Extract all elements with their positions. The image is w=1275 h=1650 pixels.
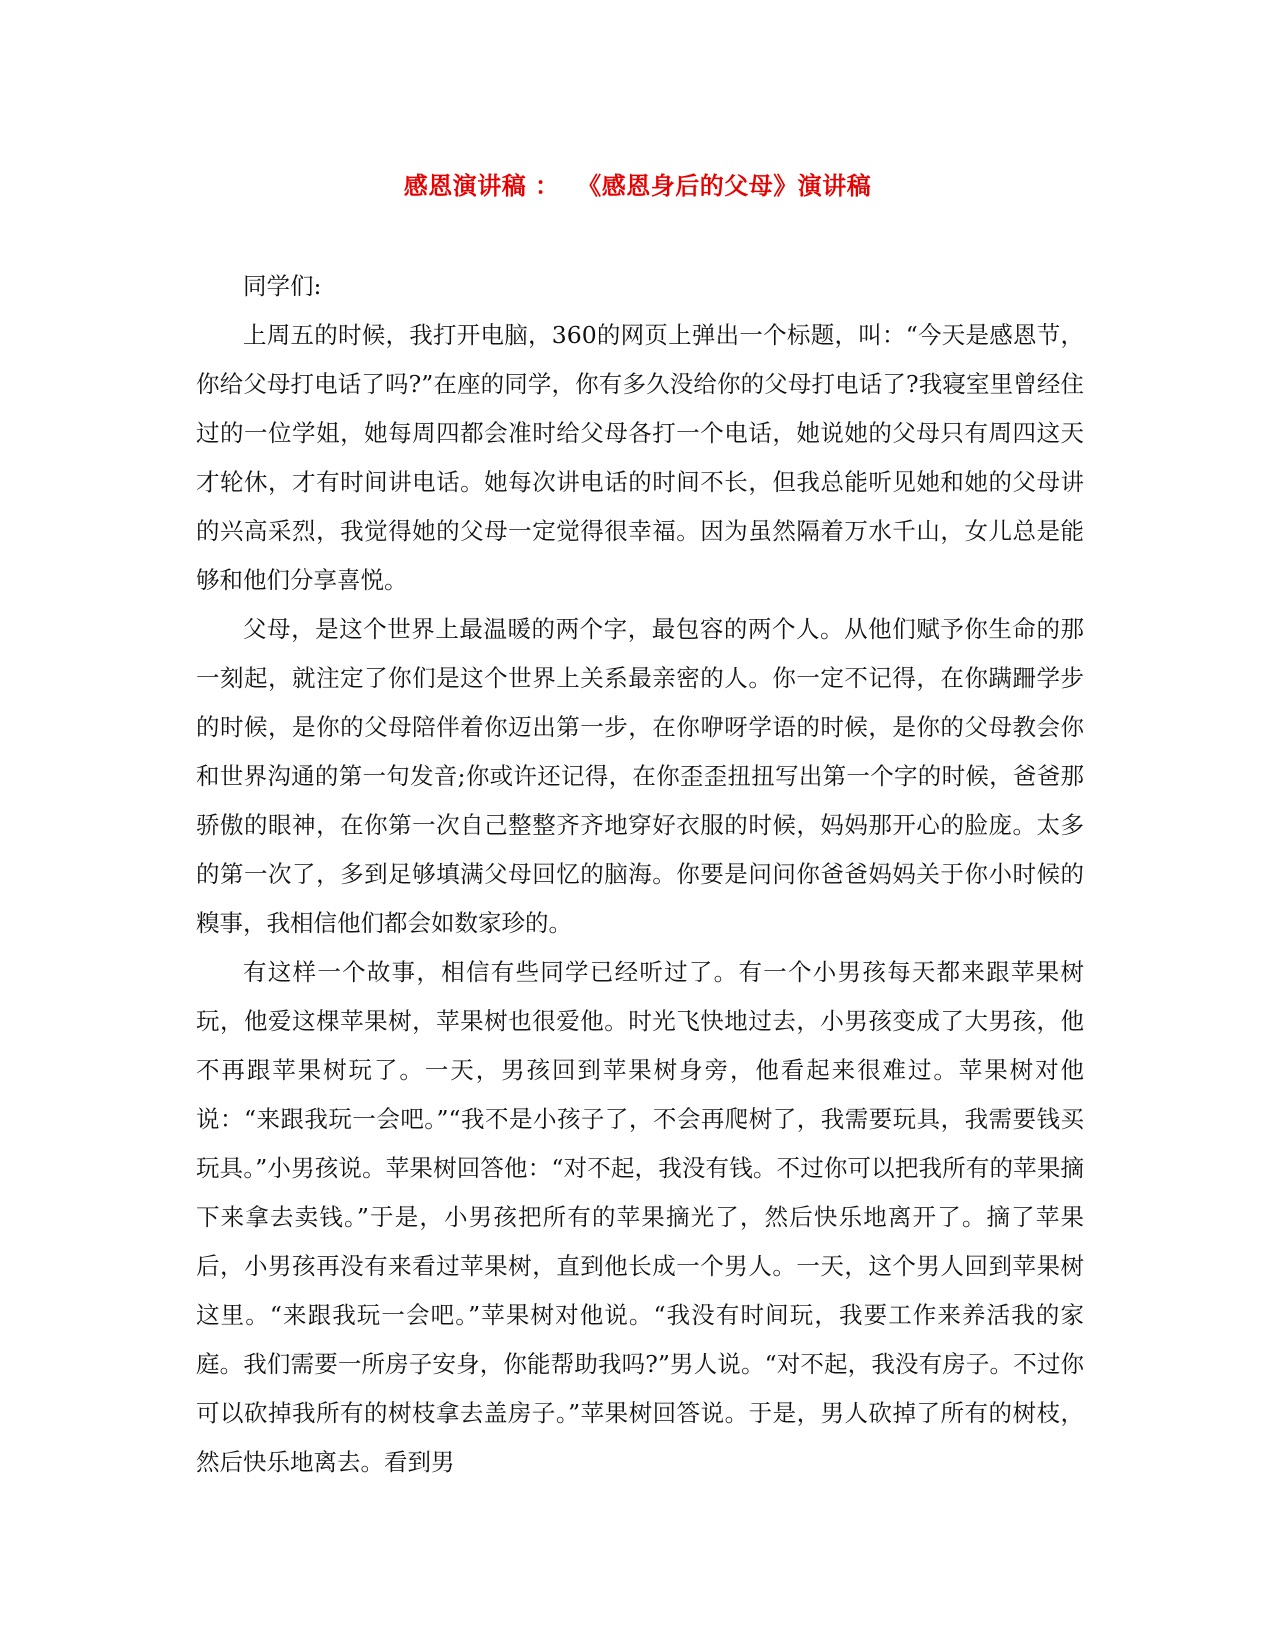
document-body — [196, 262, 1084, 1487]
paragraph-1: 上周五的时候，我打开电脑，360的网页上弹出一个标题，叫：“今天是感恩节，你给父母打电话了吗?”在座的同学，你有多久没给你的父母打电话了?我寝室里曾经住过的一位学姐，她每周四都会准时给父母各打一个电话，她说她的父母只有周四这天才轮休，才有时间讲电话。她每次讲电话的时间不长，但我总能听见她和她的父母讲的兴高采烈，我觉得她的父母一定觉得很幸福。因为虽然隔着万水千山，女儿总是能够和他们分享喜悦。 — [196, 321, 1084, 594]
paragraph-2: 父母，是这个世界上最温暖的两个字，最包容的两个人。从他们赋予你生命的那一刻起，就注定了你们是这个世界上关系最亲密的人。你一定不记得，在你蹒跚学步的时候，是你的父母陪伴着你迈出第一步，在你咿呀学语的时候，是你的父母教会你和世界沟通的第一句发音;你或许还记得，在你歪歪扭扭写出第一个字的时候，爸爸那骄傲的眼神，在你第一次自己整整齐齐地穿好衣服的时候，妈妈那开心的脸庞。太多的第一次了，多到足够填满父母回忆的脑海。你要是问问你爸爸妈妈关于你小时候的糗事，我相信他们都会如数家珍的。 — [196, 615, 1084, 937]
greeting-line: 同学们: — [243, 272, 322, 300]
document-title: 感恩演讲稿 ： 《感恩身后的父母》演讲稿 — [403, 171, 872, 200]
paragraph-3: 有这样一个故事，相信有些同学已经听过了。有一个小男孩每天都来跟苹果树玩，他爱这棵苹果树，苹果树也很爱他。时光飞快地过去，小男孩变成了大男孩，他不再跟苹果树玩了。一天，男孩回到苹果树身旁，他看起来很难过。苹果树对他说：“来跟我玩一会吧。”“我不是小孩子了，不会再爬树了，我需要玩具，我需要钱买玩具。”小男孩说。苹果树回答他：“对不起，我没有钱。不过你可以把我所有的苹果摘下来拿去卖钱。”于是，小男孩把所有的苹果摘光了，然后快乐地离开了。摘了苹果后，小男孩再没有来看过苹果树，直到他长成一个男人。一天，这个男人回到苹果树这里。“来跟我玩一会吧。”苹果树对他说。“我没有时间玩，我要工作来养活我的家庭。我们需要一所房子安身，你能帮助我吗?”男人说。“对不起，我没有房子。不过你可以砍掉我所有的树枝拿去盖房子。”苹果树回答说。于是，男人砍掉了所有的树枝，然后快乐地离去。看到男 — [196, 958, 1084, 1476]
